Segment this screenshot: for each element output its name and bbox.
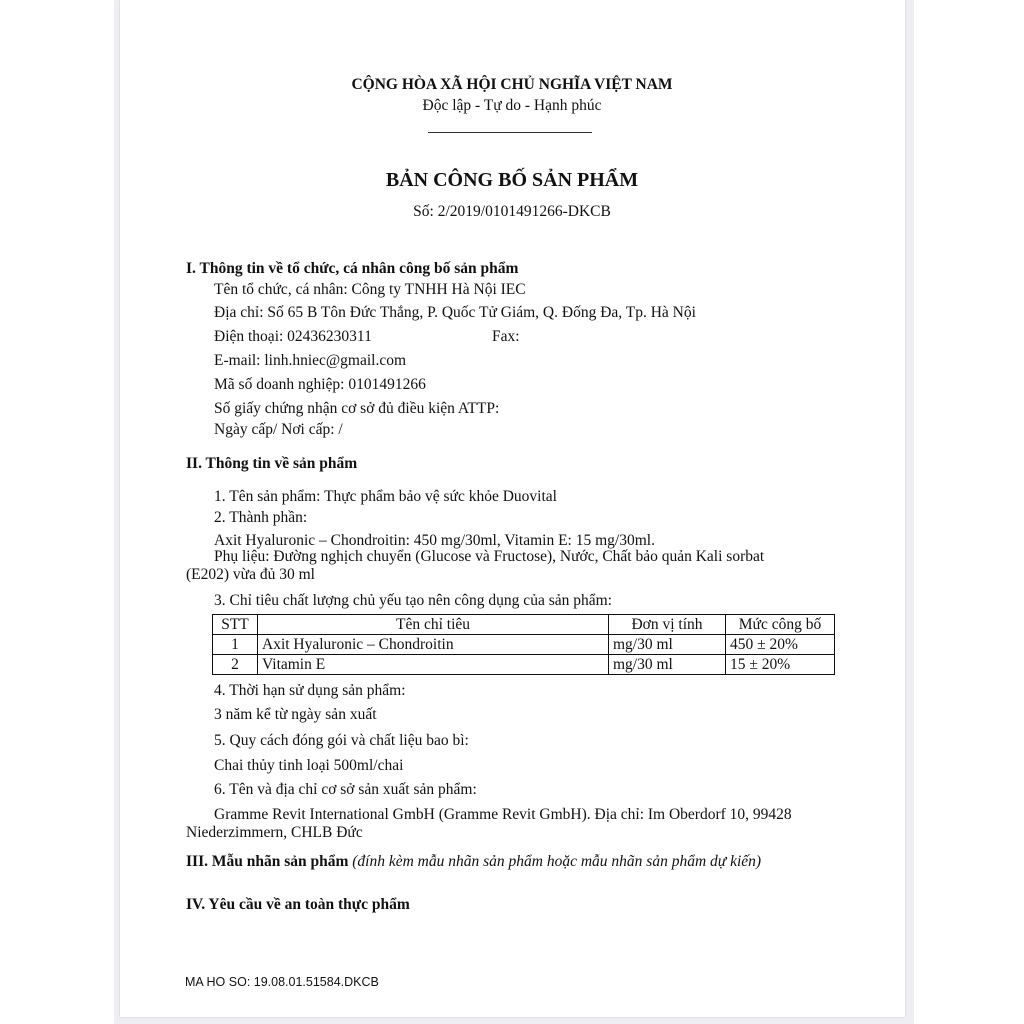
file-code: MA HO SO: 19.08.01.51584.DKCB — [185, 975, 379, 989]
issue-info: Ngày cấp/ Nơi cấp: / — [214, 421, 343, 438]
table-row — [213, 655, 835, 675]
cell-unit: mg/30 ml — [609, 635, 726, 655]
cell-name: Vitamin E — [258, 655, 609, 675]
document-number: Số: 2/2019/0101491266-DKCB — [413, 203, 611, 220]
shelf-life: 3 năm kể từ ngày sản xuất — [214, 706, 377, 723]
email: E-mail: linh.hniec@gmail.com — [214, 352, 407, 369]
country-heading: CỘNG HÒA XÃ HỘI CHỦ NGHĨA VIỆT NAM — [351, 76, 673, 93]
table-header-row — [213, 615, 835, 635]
phone: Điện thoại: 02436230311 — [214, 328, 372, 345]
business-code: Mã số doanh nghiệp: 0101491266 — [214, 376, 426, 393]
excipients-line2: (E202) vừa đủ 30 ml — [186, 566, 315, 583]
cell-value: 450 ± 20% — [726, 635, 835, 655]
section1-heading: I. Thông tin về tổ chức, cá nhân công bố sản phẩm — [186, 260, 519, 277]
section2-heading: II. Thông tin về sản phẩm — [186, 455, 358, 472]
cell-stt: 1 — [213, 635, 258, 655]
manufacturer-label: 6. Tên và địa chỉ cơ sở sản xuất sản phẩm: — [214, 781, 477, 798]
shelf-life-label: 4. Thời hạn sử dụng sản phẩm: — [214, 682, 406, 699]
cell-stt: 2 — [213, 655, 258, 675]
address: Địa chỉ: Số 65 B Tôn Đức Thắng, P. Quốc Tử Giám, Q. Đống Đa, Tp. Hà Nội — [214, 304, 696, 321]
quality-table — [212, 614, 835, 675]
manufacturer-line2: Niederzimmern, CHLB Đức — [186, 824, 363, 841]
manufacturer-line1: Gramme Revit International GmbH (Gramme Revit GmbH). Địa chỉ: Im Oberdorf 10, 99428 — [214, 806, 792, 823]
header-value: Mức công bố — [726, 615, 835, 635]
header-name: Tên chỉ tiêu — [258, 615, 609, 635]
quality-label: 3. Chỉ tiêu chất lượng chủ yếu tạo nên công dụng của sản phẩm: — [214, 592, 612, 609]
divider — [428, 132, 592, 133]
excipients-line1: Phụ liệu: Đường nghịch chuyển (Glucose và Fructose), Nước, Chất bảo quản Kali sorbat — [214, 548, 765, 565]
header-unit: Đơn vị tính — [609, 615, 726, 635]
certificate: Số giấy chứng nhận cơ sở đủ điều kiện ATTP: — [214, 400, 500, 417]
fax: Fax: — [492, 328, 520, 345]
cell-unit: mg/30 ml — [609, 655, 726, 675]
cell-value: 15 ± 20% — [726, 655, 835, 675]
packaging: Chai thủy tinh loại 500ml/chai — [214, 757, 404, 774]
table-row — [213, 635, 835, 655]
packaging-label: 5. Quy cách đóng gói và chất liệu bao bì: — [214, 732, 469, 749]
ingredients: Axit Hyaluronic – Chondroitin: 450 mg/30ml, Vitamin E: 15 mg/30ml. — [214, 532, 655, 549]
section4-heading: IV. Yêu cầu về an toàn thực phẩm — [186, 896, 410, 913]
section3-heading — [186, 853, 761, 871]
section3-title: III. Mẫu nhãn sản phẩm — [186, 853, 349, 870]
org-name: Tên tổ chức, cá nhân: Công ty TNHH Hà Nội IEC — [214, 281, 526, 298]
product-name: 1. Tên sản phẩm: Thực phẩm bảo vệ sức khỏe Duovital — [214, 488, 557, 505]
section3-note: (đính kèm mẫu nhãn sản phẩm hoặc mẫu nhãn sản phẩm dự kiến) — [352, 853, 762, 870]
motto: Độc lập - Tự do - Hạnh phúc — [422, 97, 602, 114]
header-stt: STT — [213, 615, 258, 635]
document-title: BẢN CÔNG BỐ SẢN PHẨM — [385, 169, 639, 191]
cell-name: Axit Hyaluronic – Chondroitin — [258, 635, 609, 655]
ingredients-label: 2. Thành phần: — [214, 509, 308, 526]
